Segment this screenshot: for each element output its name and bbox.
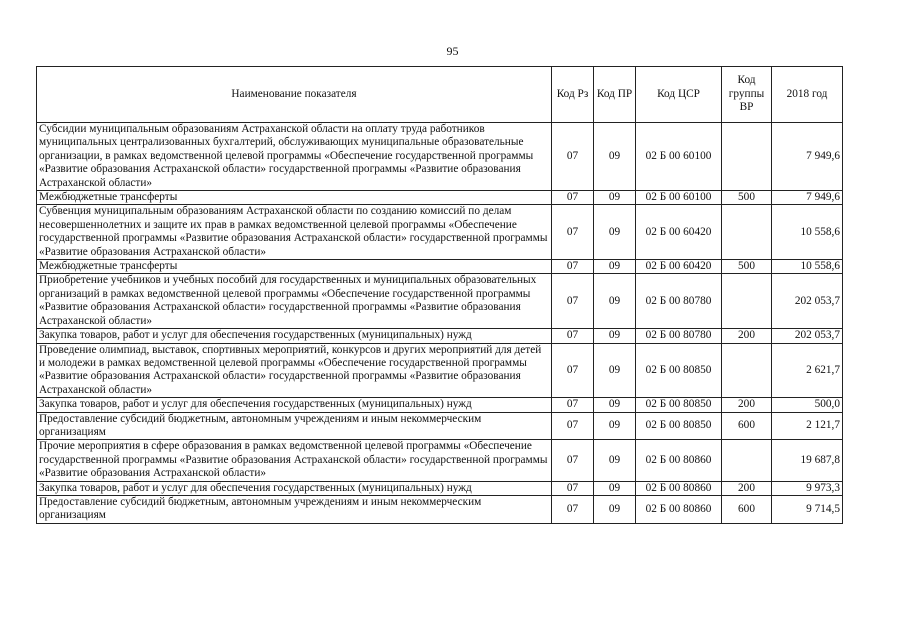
row-vr: 600 xyxy=(722,495,772,523)
budget-table xyxy=(36,66,843,524)
row-csr: 02 Б 00 60420 xyxy=(636,260,722,274)
row-rz: 07 xyxy=(552,260,594,274)
row-csr: 02 Б 00 80850 xyxy=(636,398,722,412)
row-amount: 10 558,6 xyxy=(772,205,843,260)
row-name: Закупка товаров, работ и услуг для обеспечения государственных (муниципальных) нужд xyxy=(37,481,552,495)
row-pr: 09 xyxy=(594,329,636,343)
row-amount: 7 949,6 xyxy=(772,123,843,191)
row-vr: 200 xyxy=(722,329,772,343)
row-csr: 02 Б 00 80850 xyxy=(636,343,722,398)
header-name: Наименование показателя xyxy=(37,67,552,123)
row-name: Субсидии муниципальным образованиям Астраханской области на оплату труда работников муниципальных централизованных бухгалтерий, обслуживающих муниципальные образовательные организации, в рамках ведомственной целевой программы «Обеспечение государственной программы «Развитие образования Астраханской области» государственной программы «Развитие образования Астраханской области» xyxy=(37,123,552,191)
row-amount: 500,0 xyxy=(772,398,843,412)
row-name: Закупка товаров, работ и услуг для обеспечения государственных (муниципальных) нужд xyxy=(37,398,552,412)
row-amount: 202 053,7 xyxy=(772,329,843,343)
row-pr: 09 xyxy=(594,398,636,412)
row-rz: 07 xyxy=(552,343,594,398)
row-amount: 19 687,8 xyxy=(772,440,843,481)
header-pr: Код ПР xyxy=(594,67,636,123)
header-vr: Код группы ВР xyxy=(722,67,772,123)
row-vr: 500 xyxy=(722,191,772,205)
row-amount: 2 121,7 xyxy=(772,412,843,440)
row-csr: 02 Б 00 80860 xyxy=(636,481,722,495)
row-rz: 07 xyxy=(552,123,594,191)
row-csr: 02 Б 00 80780 xyxy=(636,329,722,343)
row-pr: 09 xyxy=(594,481,636,495)
row-vr xyxy=(722,205,772,260)
row-name: Закупка товаров, работ и услуг для обеспечения государственных (муниципальных) нужд xyxy=(37,329,552,343)
row-vr: 600 xyxy=(722,412,772,440)
row-amount: 10 558,6 xyxy=(772,260,843,274)
table-row xyxy=(37,495,843,523)
table-row xyxy=(37,398,843,412)
row-name: Проведение олимпиад, выставок, спортивных мероприятий, конкурсов и других мероприятий для детей и молодежи в рамках ведомственной целевой программы «Обеспечение государственной программы «Развитие образования Астраханской области» государственной программы «Развитие образования Астраханской области» xyxy=(37,343,552,398)
table-header-row xyxy=(37,67,843,123)
row-rz: 07 xyxy=(552,274,594,329)
row-vr xyxy=(722,343,772,398)
header-year: 2018 год xyxy=(772,67,843,123)
header-csr: Код ЦСР xyxy=(636,67,722,123)
row-rz: 07 xyxy=(552,329,594,343)
row-vr: 200 xyxy=(722,398,772,412)
row-name: Субвенция муниципальным образованиям Астраханской области по созданию комиссий по делам несовершеннолетних и защите их прав в рамках ведомственной целевой программы «Обеспечение государственной программы «Развитие образования Астраханской области» государственной программы «Развитие образования Астраханской области» xyxy=(37,205,552,260)
row-pr: 09 xyxy=(594,123,636,191)
row-name: Приобретение учебников и учебных пособий для государственных и муниципальных образовательных организаций в рамках ведомственной целевой программы «Обеспечение государственной программы «Развитие образования Астраханской области» государственной программы «Развитие образования Астраханской области» xyxy=(37,274,552,329)
header-rz: Код Рз xyxy=(552,67,594,123)
row-pr: 09 xyxy=(594,191,636,205)
row-pr: 09 xyxy=(594,205,636,260)
row-rz: 07 xyxy=(552,495,594,523)
table-row xyxy=(37,123,843,191)
row-amount: 9 973,3 xyxy=(772,481,843,495)
row-rz: 07 xyxy=(552,440,594,481)
row-amount: 9 714,5 xyxy=(772,495,843,523)
page-number: 95 xyxy=(446,44,459,58)
table-row xyxy=(37,274,843,329)
row-rz: 07 xyxy=(552,481,594,495)
row-csr: 02 Б 00 80780 xyxy=(636,274,722,329)
row-rz: 07 xyxy=(552,412,594,440)
table-row xyxy=(37,205,843,260)
row-name: Предоставление субсидий бюджетным, автономным учреждениям и иным некоммерческим организациям xyxy=(37,412,552,440)
table-row xyxy=(37,343,843,398)
row-rz: 07 xyxy=(552,191,594,205)
table-row xyxy=(37,412,843,440)
row-pr: 09 xyxy=(594,260,636,274)
row-csr: 02 Б 00 80860 xyxy=(636,440,722,481)
table-row xyxy=(37,260,843,274)
row-pr: 09 xyxy=(594,495,636,523)
row-vr xyxy=(722,123,772,191)
row-amount: 7 949,6 xyxy=(772,191,843,205)
row-amount: 2 621,7 xyxy=(772,343,843,398)
row-name: Межбюджетные трансферты xyxy=(37,191,552,205)
row-name: Предоставление субсидий бюджетным, автономным учреждениям и иным некоммерческим организациям xyxy=(37,495,552,523)
row-csr: 02 Б 00 60100 xyxy=(636,191,722,205)
row-vr xyxy=(722,440,772,481)
row-rz: 07 xyxy=(552,398,594,412)
table-row xyxy=(37,440,843,481)
row-pr: 09 xyxy=(594,440,636,481)
row-name: Прочие мероприятия в сфере образования в рамках ведомственной целевой программы «Обеспечение государственной программы «Развитие образования Астраханской области» государственной программы «Развитие образования Астраханской области» xyxy=(37,440,552,481)
row-vr: 500 xyxy=(722,260,772,274)
row-pr: 09 xyxy=(594,412,636,440)
row-csr: 02 Б 00 60100 xyxy=(636,123,722,191)
table-row xyxy=(37,481,843,495)
row-name: Межбюджетные трансферты xyxy=(37,260,552,274)
row-vr: 200 xyxy=(722,481,772,495)
row-csr: 02 Б 00 60420 xyxy=(636,205,722,260)
row-csr: 02 Б 00 80850 xyxy=(636,412,722,440)
row-pr: 09 xyxy=(594,274,636,329)
row-vr xyxy=(722,274,772,329)
table-row xyxy=(37,329,843,343)
row-amount: 202 053,7 xyxy=(772,274,843,329)
row-rz: 07 xyxy=(552,205,594,260)
row-pr: 09 xyxy=(594,343,636,398)
row-csr: 02 Б 00 80860 xyxy=(636,495,722,523)
table-row xyxy=(37,191,843,205)
